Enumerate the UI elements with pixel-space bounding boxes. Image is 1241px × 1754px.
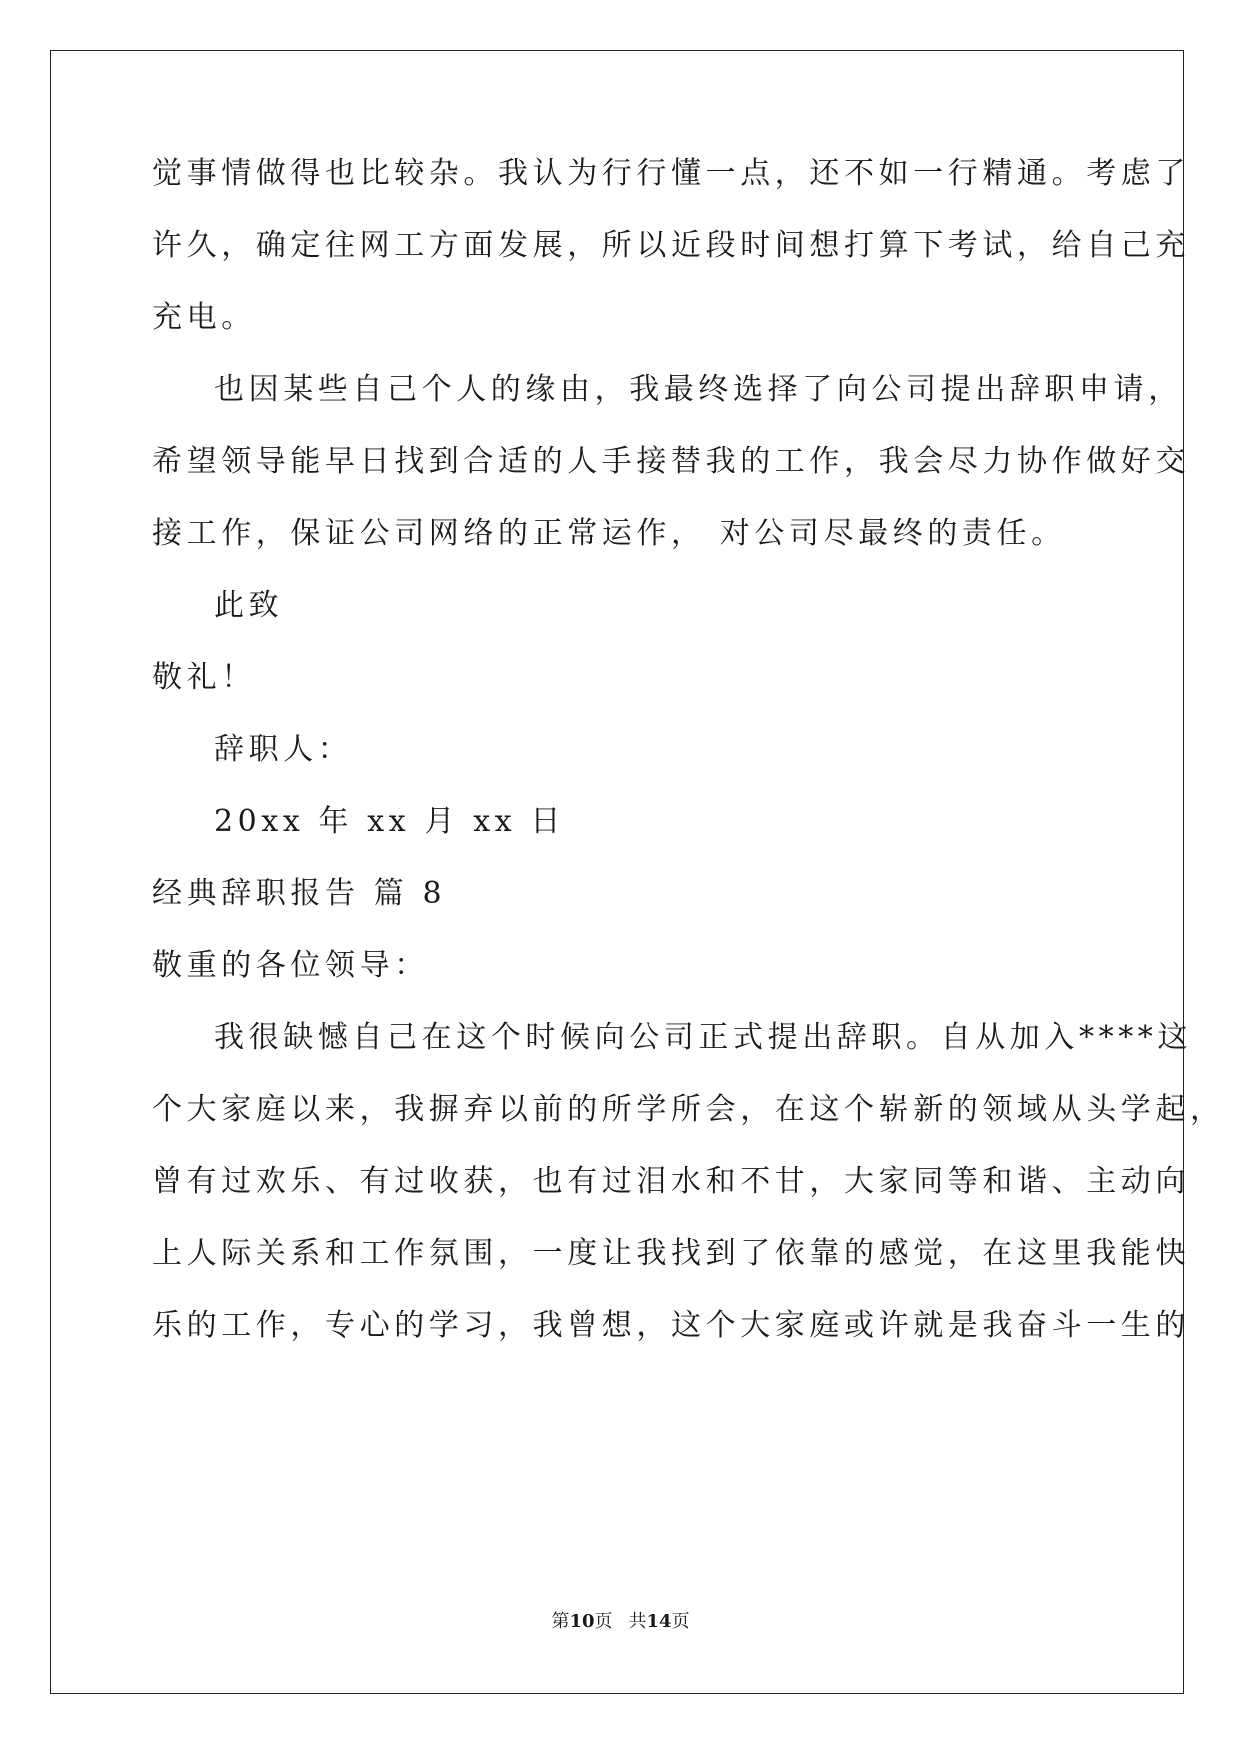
page-footer (0, 1610, 1241, 1634)
text-line: 许久，确定往网工方面发展，所以近段时间想打算下考试，给自己充 (152, 228, 1190, 263)
signature-label: 辞职人： (214, 732, 353, 767)
footer-prefix: 第 (551, 1611, 570, 1632)
greeting: 敬重的各位领导： (152, 948, 429, 983)
footer-suffix: 页 (671, 1611, 690, 1632)
text-line: 觉事情做得也比较杂。我认为行行懂一点，还不如一行精通。考虑了 (152, 156, 1190, 191)
closing-salutation: 此致 (214, 588, 284, 623)
text-line: 接工作，保证公司网络的正常运作， 对公司尽最终的责任。 (152, 516, 1066, 551)
text-line: 充电。 (152, 300, 256, 335)
text-line: 乐的工作，专心的学习，我曾想，这个大家庭或许就是我奋斗一生的 (152, 1308, 1190, 1343)
text-line: 希望领导能早日找到合适的人手接替我的工作，我会尽力协作做好交 (152, 444, 1190, 479)
footer-page-unit: 页 (594, 1611, 613, 1632)
date-line: 20xx 年 xx 月 xx 日 (214, 804, 565, 839)
text-line: 个大家庭以来，我摒弃以前的所学所会，在这个崭新的领域从头学起， (152, 1092, 1225, 1127)
closing-regards: 敬礼！ (152, 660, 256, 695)
text-line: 曾有过欢乐、有过收获，也有过泪水和不甘，大家同等和谐、主动向 (152, 1164, 1190, 1199)
total-page-count: 14 (646, 1611, 672, 1632)
section-heading: 经典辞职报告 篇 8 (152, 876, 447, 911)
text-line: 上人际关系和工作氛围，一度让我找到了依靠的感觉，在这里我能快 (152, 1236, 1190, 1271)
footer-total-prefix: 共 (628, 1611, 647, 1632)
page-border (50, 50, 1184, 1694)
paragraph-start: 也因某些自己个人的缘由，我最终选择了向公司提出辞职申请， (214, 372, 1183, 407)
paragraph-start: 我很缺憾自己在这个时候向公司正式提出辞职。自从加入****这 (214, 1020, 1192, 1055)
current-page-number: 10 (569, 1611, 595, 1632)
